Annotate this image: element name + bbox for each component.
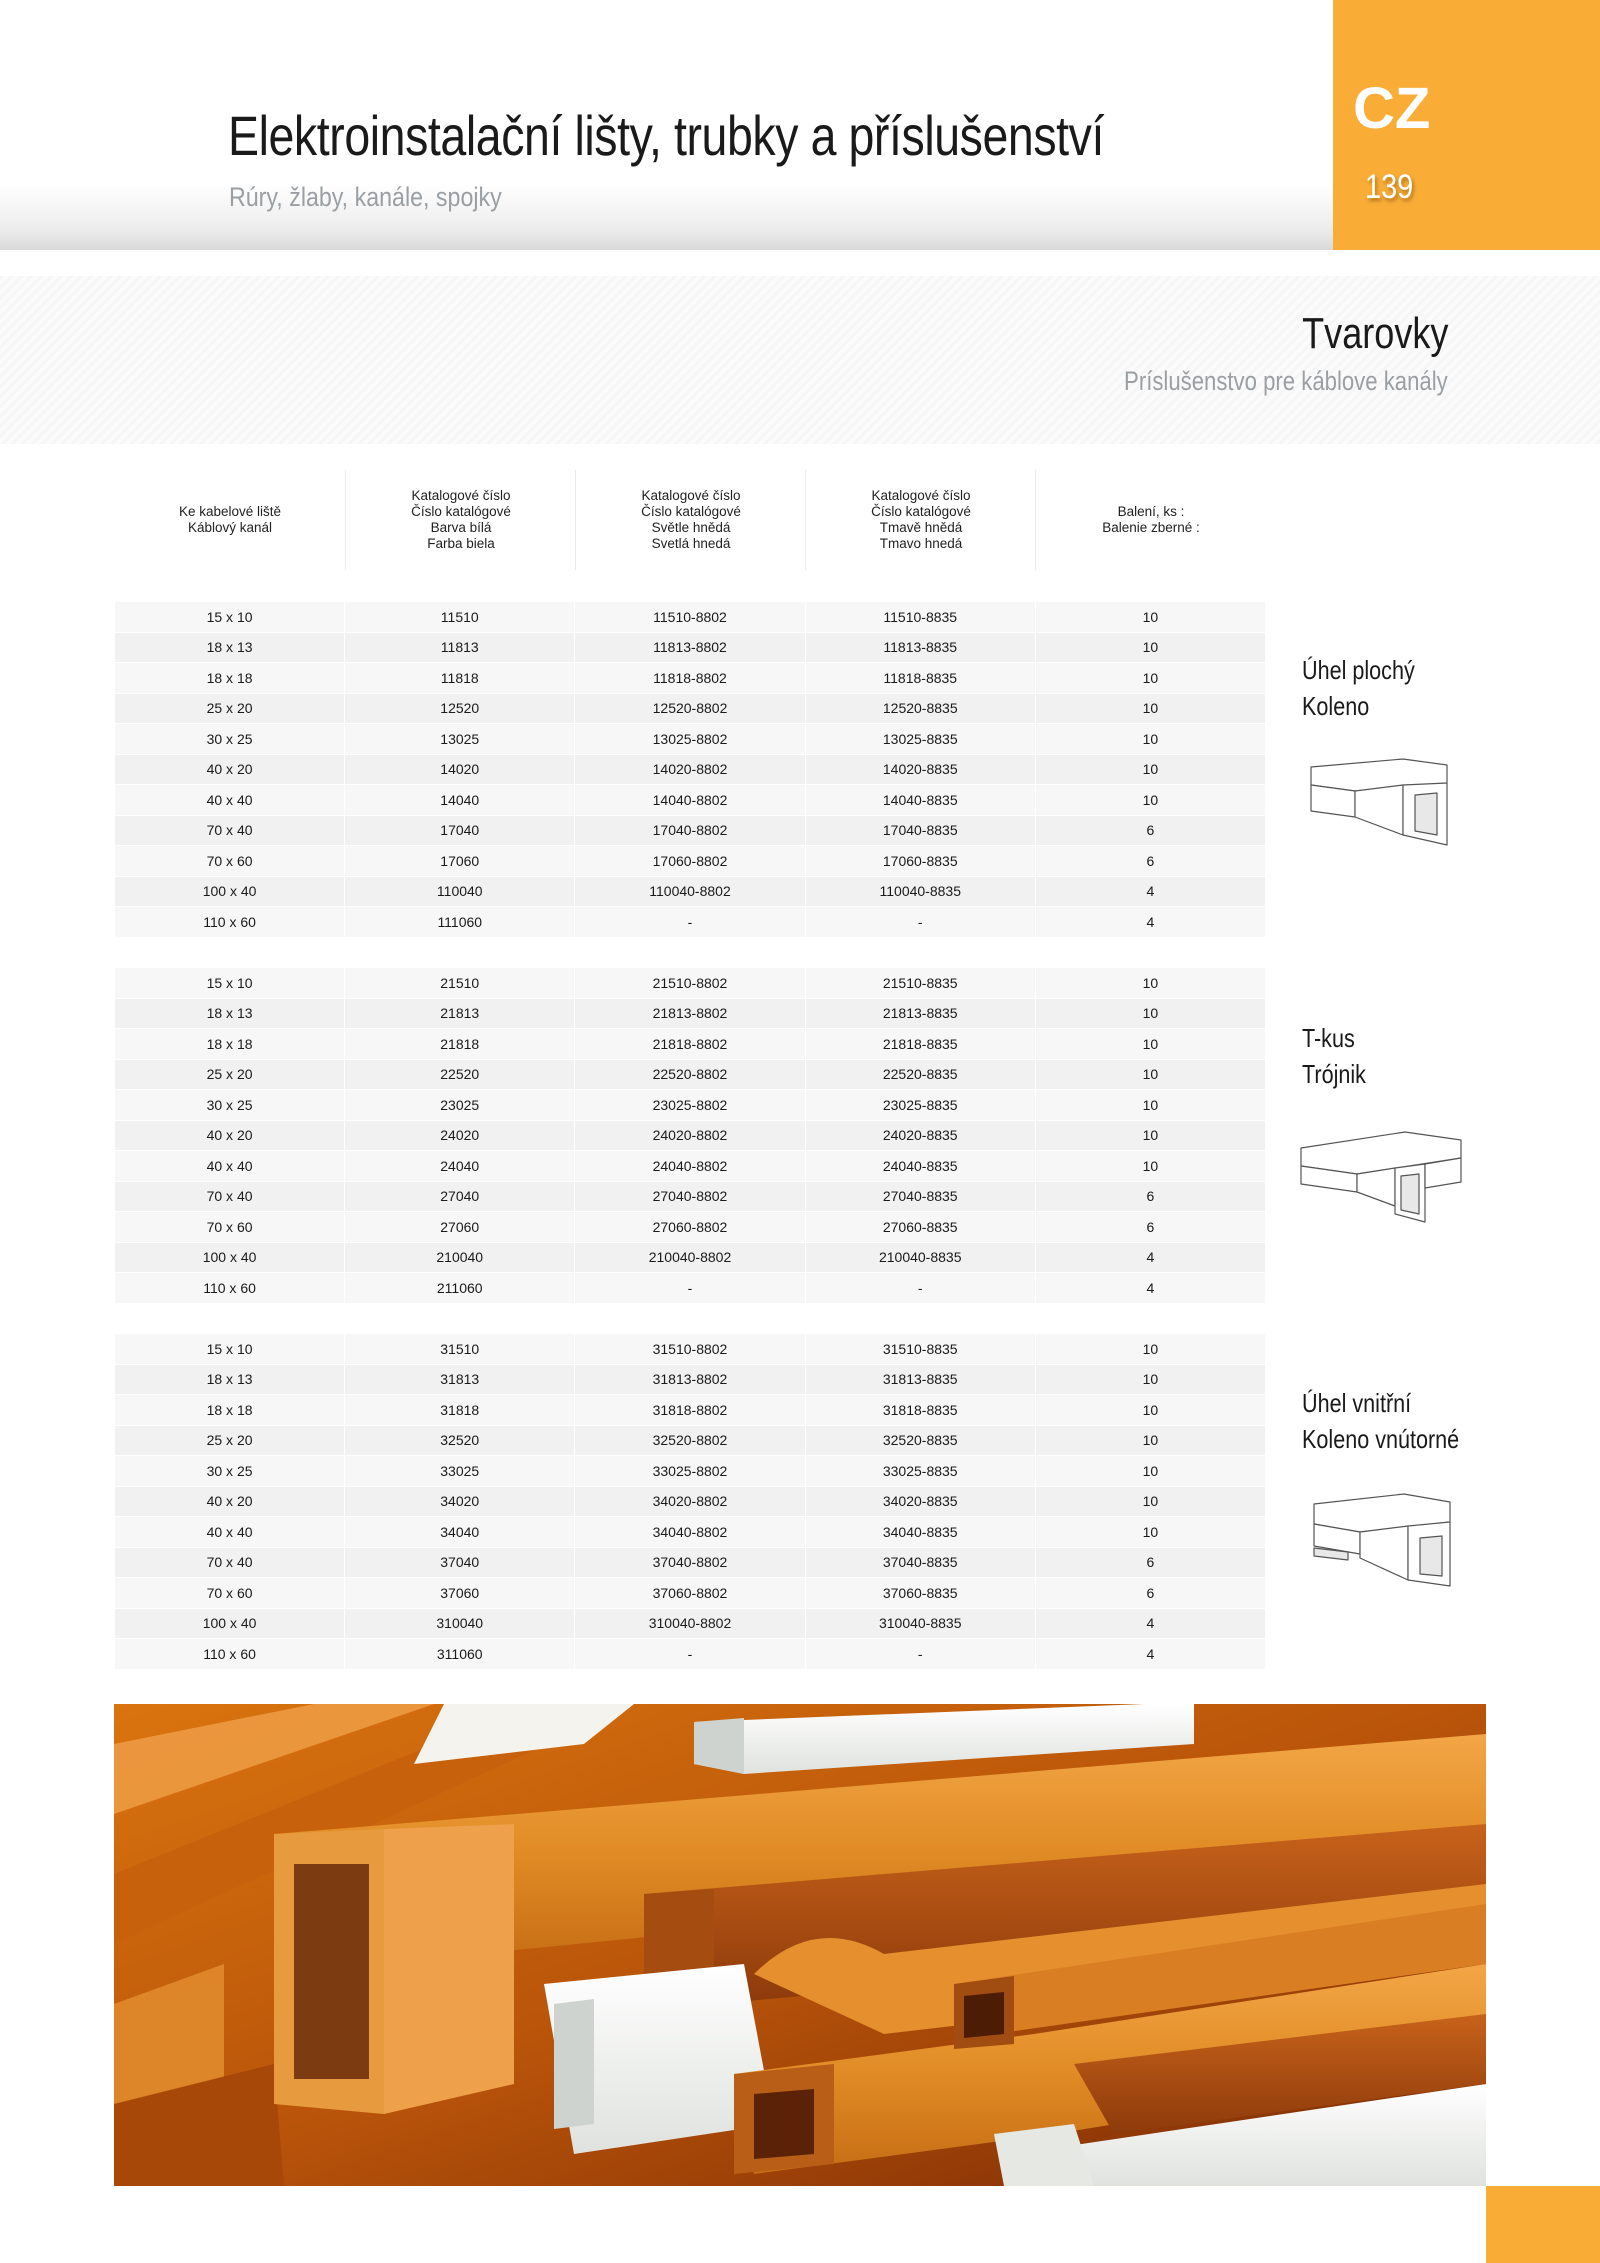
table-cell: 10 — [1035, 693, 1265, 724]
table-cell: 31818-8802 — [575, 1395, 805, 1426]
table-cell: 11813-8802 — [575, 632, 805, 663]
cable-channels-photo — [114, 1704, 1486, 2186]
table-cell: 34040 — [345, 1517, 575, 1548]
table-row — [115, 998, 1265, 1029]
table-cell: 18 x 13 — [115, 632, 345, 663]
table-cell: 22520-8835 — [805, 1059, 1035, 1090]
table-cell: 33025-8802 — [575, 1456, 805, 1487]
table-cell: 10 — [1035, 1120, 1265, 1151]
table-cell: 17040-8835 — [805, 815, 1035, 846]
table-cell: 110 x 60 — [115, 907, 345, 938]
table-cell: 40 x 20 — [115, 1120, 345, 1151]
table-cell: 70 x 40 — [115, 815, 345, 846]
table-cell: 22520-8802 — [575, 1059, 805, 1090]
table-cell: 25 x 20 — [115, 1059, 345, 1090]
table-row — [115, 1029, 1265, 1060]
product-table-t-piece — [115, 968, 1265, 1304]
table-cell: 70 x 60 — [115, 1578, 345, 1609]
table-cell: 40 x 20 — [115, 1486, 345, 1517]
table-row — [115, 1242, 1265, 1273]
table-cell: 10 — [1035, 1029, 1265, 1060]
table-cell: 110040-8835 — [805, 876, 1035, 907]
table-cell: - — [575, 1273, 805, 1304]
table-cell: 10 — [1035, 602, 1265, 632]
table-cell: 10 — [1035, 1456, 1265, 1487]
table-cell: 14020-8802 — [575, 754, 805, 785]
table-cell: 23025 — [345, 1090, 575, 1121]
table-cell: 11510-8802 — [575, 602, 805, 632]
section-subtitle: Príslušenstvo pre káblove kanály — [1124, 366, 1448, 396]
table-cell: 33025-8835 — [805, 1456, 1035, 1487]
table-cell: 210040-8835 — [805, 1242, 1035, 1273]
table-cell: 17060-8835 — [805, 846, 1035, 877]
table-cell: 310040-8802 — [575, 1608, 805, 1639]
column-header-channel: Ke kabelové liště Káblový kanál — [178, 504, 282, 535]
corner-accent — [1486, 2186, 1600, 2263]
table-cell: 40 x 40 — [115, 785, 345, 816]
table-cell: 100 x 40 — [115, 1242, 345, 1273]
table-cell: 30 x 25 — [115, 1090, 345, 1121]
table-cell: 24020-8802 — [575, 1120, 805, 1151]
inner-angle-fitting-icon — [1308, 1488, 1456, 1593]
table-cell: 23025-8802 — [575, 1090, 805, 1121]
section-band — [0, 276, 1600, 444]
table-row — [115, 1334, 1265, 1364]
product-table-inner-angle — [115, 1334, 1265, 1670]
table-cell: 33025 — [345, 1456, 575, 1487]
table-cell: 70 x 40 — [115, 1547, 345, 1578]
product-name-cz: Úhel plochý — [1302, 655, 1415, 685]
table-cell: 13025 — [345, 724, 575, 755]
table-cell: 27040 — [345, 1181, 575, 1212]
table-cell: 31818 — [345, 1395, 575, 1426]
table-cell: 31510 — [345, 1334, 575, 1364]
table-cell: 21818-8835 — [805, 1029, 1035, 1060]
table-cell: 17040-8802 — [575, 815, 805, 846]
table-cell: 111060 — [345, 907, 575, 938]
table-cell: 24040 — [345, 1151, 575, 1182]
table-cell: 21813 — [345, 998, 575, 1029]
table-row — [115, 1120, 1265, 1151]
table-cell: 10 — [1035, 1517, 1265, 1548]
table-cell: 21813-8835 — [805, 998, 1035, 1029]
table-row — [115, 1456, 1265, 1487]
table-cell: 25 x 20 — [115, 1425, 345, 1456]
table-cell: - — [805, 1273, 1035, 1304]
table-row — [115, 1212, 1265, 1243]
language-tab — [1333, 0, 1600, 250]
table-cell: 37040 — [345, 1547, 575, 1578]
table-cell: 10 — [1035, 1334, 1265, 1364]
table-cell: 17040 — [345, 815, 575, 846]
table-row — [115, 1517, 1265, 1548]
column-header-light-brown: Katalogové číslo Číslo katalógové Světle hnědá Svetlá hnedá — [575, 470, 806, 570]
table-cell: 30 x 25 — [115, 1456, 345, 1487]
table-cell: 24020-8835 — [805, 1120, 1035, 1151]
table-row — [115, 876, 1265, 907]
product-name-sk: Koleno — [1302, 691, 1370, 721]
table-cell: 10 — [1035, 1395, 1265, 1426]
table-cell: 10 — [1035, 1090, 1265, 1121]
table-cell: 40 x 40 — [115, 1517, 345, 1548]
table-cell: 13025-8802 — [575, 724, 805, 755]
table-cell: - — [575, 907, 805, 938]
table-cell: 24040-8835 — [805, 1151, 1035, 1182]
table-cell: 34040-8802 — [575, 1517, 805, 1548]
table-cell: 27040-8802 — [575, 1181, 805, 1212]
table-row — [115, 754, 1265, 785]
table-cell: 110 x 60 — [115, 1639, 345, 1670]
table-cell: 4 — [1035, 876, 1265, 907]
table-cell: 37060 — [345, 1578, 575, 1609]
table-row — [115, 1364, 1265, 1395]
table-cell: 37040-8802 — [575, 1547, 805, 1578]
table-cell: 11818 — [345, 663, 575, 694]
t-piece-fitting-icon — [1295, 1118, 1465, 1228]
table-row — [115, 1486, 1265, 1517]
table-cell: 4 — [1035, 907, 1265, 938]
column-headers — [115, 470, 1265, 570]
product-label-inner-angle — [1302, 1385, 1459, 1457]
table-cell: 37040-8835 — [805, 1547, 1035, 1578]
section-title: Tvarovky — [1301, 309, 1448, 358]
table-cell: 18 x 13 — [115, 998, 345, 1029]
table-cell: 310040-8835 — [805, 1608, 1035, 1639]
table-cell: 27060 — [345, 1212, 575, 1243]
table-cell: 37060-8835 — [805, 1578, 1035, 1609]
table-cell: 10 — [1035, 754, 1265, 785]
table-cell: 211060 — [345, 1273, 575, 1304]
table-cell: 18 x 18 — [115, 1029, 345, 1060]
table-cell: 23025-8835 — [805, 1090, 1035, 1121]
table-cell: 10 — [1035, 1059, 1265, 1090]
table-cell: 32520-8802 — [575, 1425, 805, 1456]
table-cell: 40 x 20 — [115, 754, 345, 785]
table-cell: 12520-8802 — [575, 693, 805, 724]
table-cell: 31813-8835 — [805, 1364, 1035, 1395]
table-cell: 4 — [1035, 1639, 1265, 1670]
product-label-t-piece — [1302, 1020, 1366, 1092]
table-cell: 10 — [1035, 785, 1265, 816]
table-row — [115, 1425, 1265, 1456]
table-cell: 6 — [1035, 846, 1265, 877]
table-cell: 13025-8835 — [805, 724, 1035, 755]
table-cell: 11818-8802 — [575, 663, 805, 694]
table-row — [115, 1059, 1265, 1090]
table-cell: 27060-8835 — [805, 1212, 1035, 1243]
table-cell: 110040-8802 — [575, 876, 805, 907]
page-subtitle: Rúry, žlaby, kanále, spojky — [229, 182, 502, 212]
table-cell: 210040-8802 — [575, 1242, 805, 1273]
table-cell: 15 x 10 — [115, 602, 345, 632]
table-cell: 15 x 10 — [115, 1334, 345, 1364]
table-cell: 11813-8835 — [805, 632, 1035, 663]
table-cell: 311060 — [345, 1639, 575, 1670]
table-cell: 10 — [1035, 632, 1265, 663]
table-cell: 10 — [1035, 724, 1265, 755]
table-cell: 14020 — [345, 754, 575, 785]
table-cell: 31510-8802 — [575, 1334, 805, 1364]
table-cell: 21818-8802 — [575, 1029, 805, 1060]
table-cell: 34040-8835 — [805, 1517, 1035, 1548]
table-cell: - — [805, 907, 1035, 938]
table-cell: 11818-8835 — [805, 663, 1035, 694]
table-cell: 10 — [1035, 998, 1265, 1029]
table-cell: 21510-8835 — [805, 968, 1035, 998]
table-cell: 30 x 25 — [115, 724, 345, 755]
table-cell: 110040 — [345, 876, 575, 907]
table-cell: 70 x 60 — [115, 846, 345, 877]
table-row — [115, 1395, 1265, 1426]
table-cell: 6 — [1035, 1578, 1265, 1609]
table-cell: 14020-8835 — [805, 754, 1035, 785]
table-row — [115, 602, 1265, 632]
table-cell: 37060-8802 — [575, 1578, 805, 1609]
flat-angle-fitting-icon — [1305, 755, 1455, 860]
page-title: Elektroinstalační lišty, trubky a příslušenství — [228, 104, 1105, 167]
table-cell: 17060-8802 — [575, 846, 805, 877]
table-cell: 40 x 40 — [115, 1151, 345, 1182]
table-row — [115, 1181, 1265, 1212]
column-header-white: Katalogové číslo Číslo katalógové Barva bílá Farba biela — [345, 470, 576, 570]
page-header — [0, 0, 1333, 250]
table-cell: 6 — [1035, 1181, 1265, 1212]
table-row — [115, 785, 1265, 816]
table-cell: - — [805, 1639, 1035, 1670]
table-cell: 110 x 60 — [115, 1273, 345, 1304]
table-cell: 21813-8802 — [575, 998, 805, 1029]
table-cell: 21510-8802 — [575, 968, 805, 998]
table-row — [115, 968, 1265, 998]
table-cell: 70 x 40 — [115, 1181, 345, 1212]
table-row — [115, 724, 1265, 755]
table-cell: 31813-8802 — [575, 1364, 805, 1395]
table-cell: 6 — [1035, 1212, 1265, 1243]
table-cell: 27060-8802 — [575, 1212, 805, 1243]
table-cell: 11510 — [345, 602, 575, 632]
table-cell: 31813 — [345, 1364, 575, 1395]
product-name-sk: Koleno vnútorné — [1302, 1424, 1460, 1454]
table-cell: 17060 — [345, 846, 575, 877]
product-name-sk: Trójnik — [1302, 1059, 1366, 1089]
table-cell: 32520-8835 — [805, 1425, 1035, 1456]
table-cell: 34020-8802 — [575, 1486, 805, 1517]
table-cell: 18 x 18 — [115, 663, 345, 694]
column-header-dark-brown: Katalogové číslo Číslo katalógové Tmavě hnědá Tmavo hnedá — [805, 470, 1036, 570]
table-cell: 6 — [1035, 1547, 1265, 1578]
table-row — [115, 693, 1265, 724]
table-cell: 31818-8835 — [805, 1395, 1035, 1426]
column-header-package: Balení, ks : Balenie zberné : — [1035, 470, 1266, 570]
table-cell: 210040 — [345, 1242, 575, 1273]
table-cell: 10 — [1035, 968, 1265, 998]
table-cell: 10 — [1035, 1486, 1265, 1517]
table-cell: 11813 — [345, 632, 575, 663]
table-cell: 34020 — [345, 1486, 575, 1517]
table-cell: 22520 — [345, 1059, 575, 1090]
table-row — [115, 663, 1265, 694]
table-cell: 100 x 40 — [115, 876, 345, 907]
table-row — [115, 1547, 1265, 1578]
table-row — [115, 1151, 1265, 1182]
table-row — [115, 815, 1265, 846]
table-cell: 14040-8802 — [575, 785, 805, 816]
table-cell: 4 — [1035, 1608, 1265, 1639]
table-cell: 31510-8835 — [805, 1334, 1035, 1364]
table-cell: 12520 — [345, 693, 575, 724]
table-cell: 24020 — [345, 1120, 575, 1151]
table-cell: 100 x 40 — [115, 1608, 345, 1639]
table-cell: 24040-8802 — [575, 1151, 805, 1182]
table-cell: 310040 — [345, 1608, 575, 1639]
table-cell: 21818 — [345, 1029, 575, 1060]
table-cell: 70 x 60 — [115, 1212, 345, 1243]
table-cell: 10 — [1035, 1364, 1265, 1395]
table-cell: 14040 — [345, 785, 575, 816]
table-row — [115, 632, 1265, 663]
product-name-cz: T-kus — [1302, 1023, 1355, 1053]
table-cell: - — [575, 1639, 805, 1670]
table-cell: 34020-8835 — [805, 1486, 1035, 1517]
table-cell: 6 — [1035, 815, 1265, 846]
table-cell: 32520 — [345, 1425, 575, 1456]
product-name-cz: Úhel vnitřní — [1302, 1388, 1412, 1418]
table-cell: 11510-8835 — [805, 602, 1035, 632]
table-cell: 14040-8835 — [805, 785, 1035, 816]
table-cell: 18 x 13 — [115, 1364, 345, 1395]
table-row — [115, 907, 1265, 938]
language-code: CZ — [1353, 76, 1431, 141]
table-cell: 27040-8835 — [805, 1181, 1035, 1212]
product-label-flat-angle — [1302, 652, 1415, 724]
table-cell: 4 — [1035, 1273, 1265, 1304]
product-table-flat-angle — [115, 602, 1265, 938]
table-cell: 4 — [1035, 1242, 1265, 1273]
table-cell: 10 — [1035, 1151, 1265, 1182]
table-row — [115, 1273, 1265, 1304]
table-row — [115, 846, 1265, 877]
table-cell: 15 x 10 — [115, 968, 345, 998]
table-row — [115, 1090, 1265, 1121]
table-cell: 25 x 20 — [115, 693, 345, 724]
table-cell: 21510 — [345, 968, 575, 998]
table-cell: 10 — [1035, 1425, 1265, 1456]
table-cell: 12520-8835 — [805, 693, 1035, 724]
table-cell: 10 — [1035, 663, 1265, 694]
table-row — [115, 1608, 1265, 1639]
table-row — [115, 1639, 1265, 1670]
table-row — [115, 1578, 1265, 1609]
page-number: 139 — [1365, 168, 1414, 206]
table-cell: 18 x 18 — [115, 1395, 345, 1426]
